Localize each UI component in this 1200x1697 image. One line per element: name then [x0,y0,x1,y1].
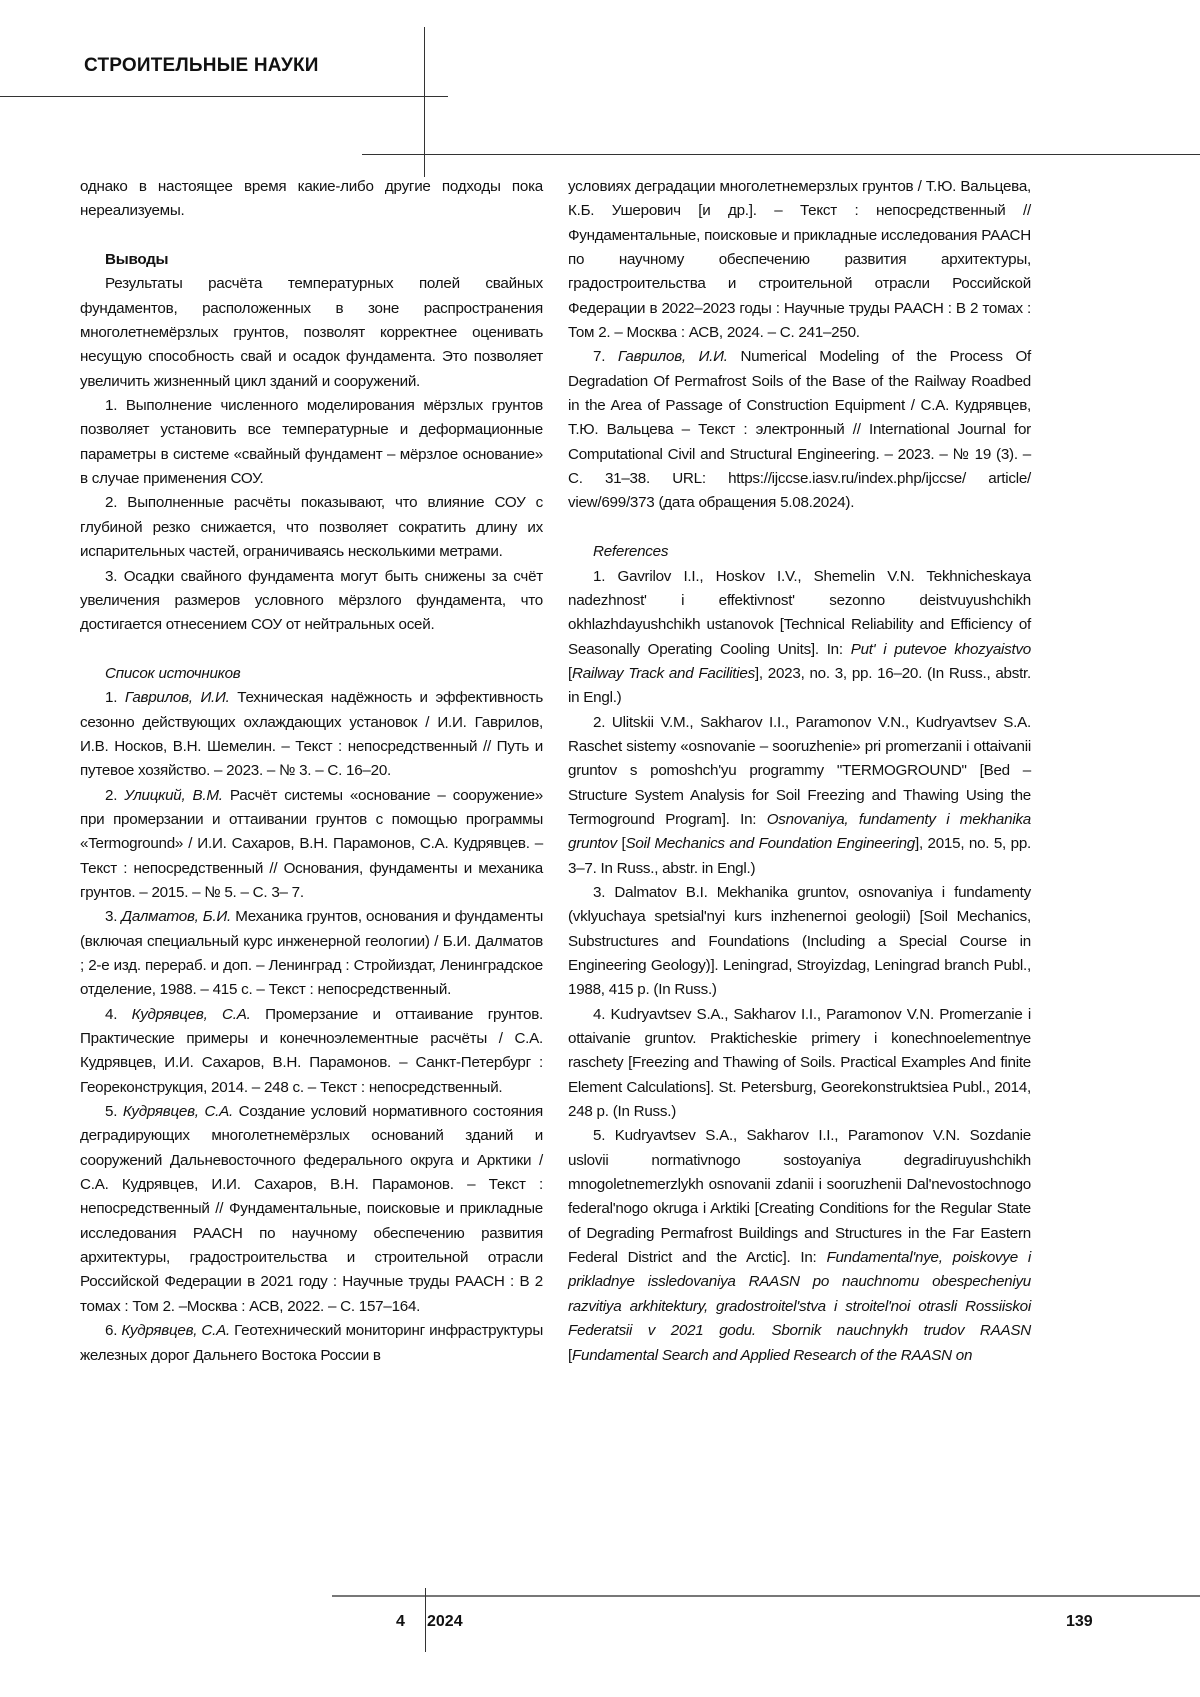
text-segment: 4. [105,1006,132,1023]
italic-text: Гаврилов, И.И. [125,689,230,706]
italic-text: Fundamental'nye, poiskovye i prikladnye issledovaniya RAASN po nauchnomu obespecheniyu razvitiya arkhitektury, gradostroitel'stva i stroitel'noi otrasli Rossiiskoi Federatsii v 2021 godu. Sbornik nauchnykh trudov RAASN [568,1249,1031,1339]
text-segment: 3. [105,908,121,925]
issue-number: 4 [396,1613,405,1631]
italic-text: Railway Track and Facilities [572,665,755,682]
paragraph [80,784,543,906]
paragraph [568,711,1031,881]
paragraph [568,175,1031,345]
text-segment: [ [568,665,572,682]
text-segment: 2. Выполненные расчёты показывают, что влияние СОУ с глубиной резко снижается, что позволяет сократить длину их испарительных частей, ограничиваясь несколькими метрами. [80,494,543,560]
text-segment: ], 2023, no. 3, pp. 16–20. (In Russ., abstr. in Engl.) [568,665,1031,706]
section-title: СТРОИТЕЛЬНЫЕ НАУКИ [84,55,319,77]
italic-text: Кудрявцев, С.А. [132,1006,251,1023]
italic-text: Кудрявцев, С.А. [123,1103,233,1120]
paragraph [80,662,543,686]
text-segment: 5. [105,1103,123,1120]
paragraph [80,248,543,272]
italic-text: Кудрявцев, С.А. [121,1322,230,1339]
text-segment: 4. Kudryavtsev S.A., Sakharov I.I., Paramonov V.N. Promerzanie i ottaivanie gruntov. Prakticheskie primery i konechnoelementnye raschety [Freezing and Thawing of Soils. Practical Examples And finite Element Calculations]. St. Petersburg, Georekonstruktsiea Publ., 2014, 248 p. (In Russ.) [568,1006,1031,1120]
text-segment: Расчёт системы «основание – сооружение» при промерзании и оттаивании грунтов с помощью программы «Termoground» / И.И. Сахаров, В.Н. Парамонов, С.А. Кудрявцев. – Текст : непосредственный // Основания, фундаменты и механика грунтов. – 2015. – № 5. – С. 3– 7. [80,787,543,901]
text-segment: [ [617,835,626,852]
paragraph [80,272,543,394]
text-segment: 3. Dalmatov B.I. Mekhanika gruntov, osnovaniya i fundamenty (vklyuchaya spetsial'nyi kurs inzhenernoi geologii) [Soil Mechanics, Substructures and Foundations (Including a Special Course in Engineering Geology)]. Leningrad, Stroyizdag, Leningrad branch Publ., 1988, 415 p. (In Russ.) [568,884,1031,998]
paragraph [568,881,1031,1003]
paragraph [80,175,543,224]
text-segment: Выводы [105,251,168,268]
text-segment: Numerical Modeling of the Process Of Degradation Of Permafrost Soils of the Base of the Railway Roadbed in the Area of Passage of Construction Equipment / С.А. Кудрявцев, Т.Ю. Вальцева – Текст : электронный // International Journal for Computational Civil and Structural Engineering. – 2023. – № 19 (3). – С. 31–38. URL: https://ijccse.iasv.ru/index.php/ijccse/ article/ view/699/373 (дата обращения 5.08.2024). [568,348,1031,511]
paragraph [80,491,543,564]
text-segment: References [593,543,668,560]
text-segment: Создание условий нормативного состояния деградирующих многолетнемёрзлых оснований зданий и сооружений Дальневосточного федерального округа и Арктики / С.А. Кудрявцев, И.И. Сахаров, В.Н. Парамонов. – Текст : непосредственный // Фундаментальные, поисковые и прикладные исследования РААСН по научному обеспечению развития архитектуры, градостроительства и строительной отрасли Российской Федерации в 2021 году : Научные труды РААСН : В 2 томах : Том 2. –Москва : АСВ, 2022. – С. 157–164. [80,1103,543,1315]
paragraph [80,565,543,638]
text-segment: 2. Ulitskii V.M., Sakharov I.I., Paramonov V.N., Kudryavtsev S.A. Raschet sistemy «osnovanie – sooruzhenie» pri promerzanii i ottaivanii gruntov s pomoshch'yu programmy "TERMOGROUND" [Bed – Structure System Analysis for Soil Freezing and Thawing Using the Termoground Program]. In: [568,714,1031,828]
paragraph [80,1319,543,1368]
text-segment: Список источников [105,665,240,682]
italic-text: Далматов, Б.И. [121,908,231,925]
paragraph [80,1003,543,1100]
text-segment: условиях деградации многолетнемерзлых грунтов / Т.Ю. Вальцева, К.Б. Ушерович [и др.]. – Текст : непосредственный // Фундаментальные, поисковые и прикладные исследования РААСН по научному обеспечению развития архитектуры, градостроительства и строительной отрасли Российской Федерации в 2022–2023 годы : Научные труды РААСН : В 2 томах : Том 2. – Москва : АСВ, 2024. – С. 241–250. [568,178,1031,341]
paragraph [80,686,543,783]
footer-rule [332,1595,1200,1597]
paragraph [80,1100,543,1319]
paragraph [568,1003,1031,1125]
text-segment: 1. Выполнение численного моделирования мёрзлых грунтов позволяет установить все температурные и деформационные параметры в системе «свайный фундамент – мёрзлое основание» в случае применения СОУ. [80,397,543,487]
text-segment: Геотехнический мониторинг инфраструктуры железных дорог Дальнего Востока России в [80,1322,543,1363]
italic-text: Soil Mechanics and Foundation Engineering [626,835,915,852]
italic-text: Put' i putevoe khozyaistvo [851,641,1031,658]
text-segment: 7. [593,348,618,365]
italic-text: Fundamental Search and Applied Research of the RAASN on [572,1347,972,1364]
text-segment: Результаты расчёта температурных полей свайных фундаментов, расположенных в зоне распространения многолетнемёрзлых грунтов, позволят корректнее оценивать несущую способность свай и осадок фундамента. Это позволяет увеличить жизненный цикл зданий и сооружений. [80,275,543,389]
italic-text: Гаврилов, И.И. [618,348,728,365]
right-column [568,175,1031,1368]
text-segment: однако в настоящее время какие-либо другие подходы пока нереализуемы. [80,178,543,219]
header-rule [0,96,448,97]
text-segment: Промерзание и оттаивание грунтов. Практические примеры и конечноэлементные расчёты / С.А. Кудрявцев, И.И. Сахаров, В.Н. Парамонов. – Санкт-Петербург : Геореконструкция, 2014. – 248 с. – Текст : непосредственный. [80,1006,543,1096]
text-segment: 3. Осадки свайного фундамента могут быть снижены за счёт увеличения размеров условного мёрзлого фундамента, что достигается отнесением СОУ от нейтральных осей. [80,568,543,634]
header-vertical-rule [424,27,425,177]
paragraph [568,540,1031,564]
header-rule-right [362,154,1200,155]
italic-text: Osnovaniya, fundamenty i mekhanika gruntov [568,811,1031,852]
paragraph [568,565,1031,711]
text-segment: 5. Kudryavtsev S.A., Sakharov I.I., Paramonov V.N. Sozdanie uslovii normativnogo sostoyaniya degradiruyushchikh mnogoletnemerzlykh osnovanii zdanii i sooruzhenii Dal'nevostochnogo federal'nogo okruga i Arktiki [Creating Conditions for the Regular State of Degrading Permafrost Buildings and Structures in the Far Eastern Federal District and the Arctic]. In: [568,1127,1031,1266]
italic-text: Улицкий, В.М. [124,787,222,804]
text-segment: [ [568,1347,572,1364]
paragraph [568,345,1031,515]
page-number: 139 [1066,1613,1093,1631]
left-column [80,175,543,1368]
text-segment: Техническая надёжность и эффективность сезонно действующих охлаждающих установок / И.И. Гаврилов, И.В. Носков, В.Н. Шемелин. – Текст : непосредственный // Путь и путевое хозяйство. – 2023. – № 3. – С. 16–20. [80,689,543,779]
text-segment: 1. Gavrilov I.I., Hoskov I.V., Shemelin V.N. Tekhnicheskaya nadezhnost' i effektivnost' sezonno deistvuyushchikh okhlazhdayushchikh ustanovok [Technical Reliability and Efficiency of Seasonally Operating Cooling Units]. In: [568,568,1031,658]
text-segment: 2. [105,787,124,804]
text-segment: 6. [105,1322,121,1339]
footer-vertical-rule [425,1588,426,1652]
paragraph [80,394,543,491]
paragraph [80,905,543,1002]
text-segment: ], 2015, no. 5, pp. 3–7. In Russ., abstr. in Engl.) [568,835,1031,876]
text-segment: Механика грунтов, основания и фундаменты (включая специальный курс инженерной геологии) / Б.И. Далматов ; 2-е изд. перераб. и доп. – Ленинград : Стройиздат, Ленинградское отделение, 1988. – 415 с. – Текст : непосредственный. [80,908,543,998]
paragraph [568,1124,1031,1367]
issue-year: 2024 [427,1613,463,1631]
text-segment: 1. [105,689,125,706]
